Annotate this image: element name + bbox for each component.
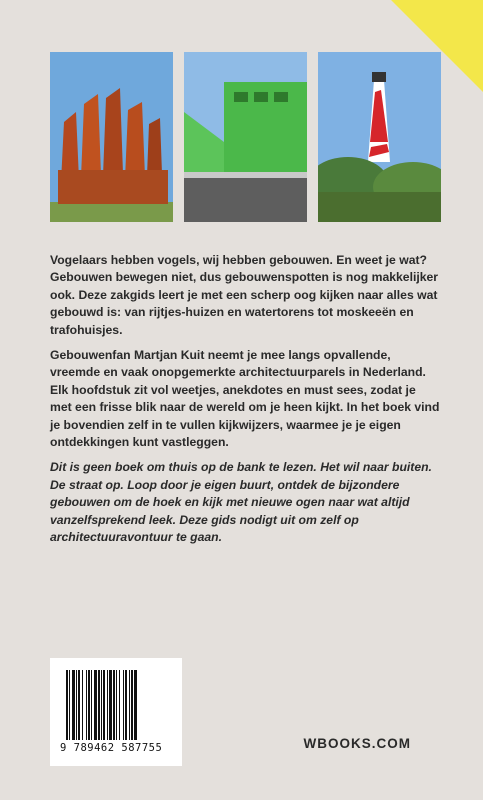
barcode <box>50 658 182 766</box>
photo-chimney-building <box>50 52 173 222</box>
isbn-number: 9 789462 587755 <box>60 742 163 754</box>
barcode-bar <box>137 670 138 740</box>
intro-paragraph: Vogelaars hebben vogels, wij hebben gebouwen. En weet je wat? Gebouwen bewegen niet, dus gebouwenspotten is nog makkelijker ook. Deze zakgids leert je met een scherp oog kijken naar alles wat gebouwd is: van rijtjes-huizen en watertorens tot moskeeën en trafohuisjes. <box>50 253 439 337</box>
publisher-website: WBOOKS.COM <box>303 736 411 751</box>
closing-paragraph: Dit is geen boek om thuis op de bank te lezen. Het wil naar buiten. De straat op. Loop door je eigen buurt, ontdek de bijzondere gebouwen om de hoek en kijk met nieuwe ogen naar wat altijd vanzelfsprekend leek. Deze gids nodigt uit om zelf op architectuuravontuur te gaan. <box>50 460 432 545</box>
barcode-bars <box>66 670 172 740</box>
photo-green-building <box>184 52 307 222</box>
description-text <box>50 252 440 555</box>
author-paragraph: Gebouwenfan Martjan Kuit neemt je mee langs opvallende, vreemde en vaak onopgemerkte architectuurparels in Nederland. Elk hoofdstuk zit vol weetjes, anekdotes en must sees, zodat je met een frisse blik naar de wereld om je heen kijkt. In het boek vind je bovendien zelf in te vullen kijkwijzers, waarmee je je eigen ontdekkingen kunt vastleggen. <box>50 348 440 450</box>
photo-lighthouse <box>318 52 441 222</box>
